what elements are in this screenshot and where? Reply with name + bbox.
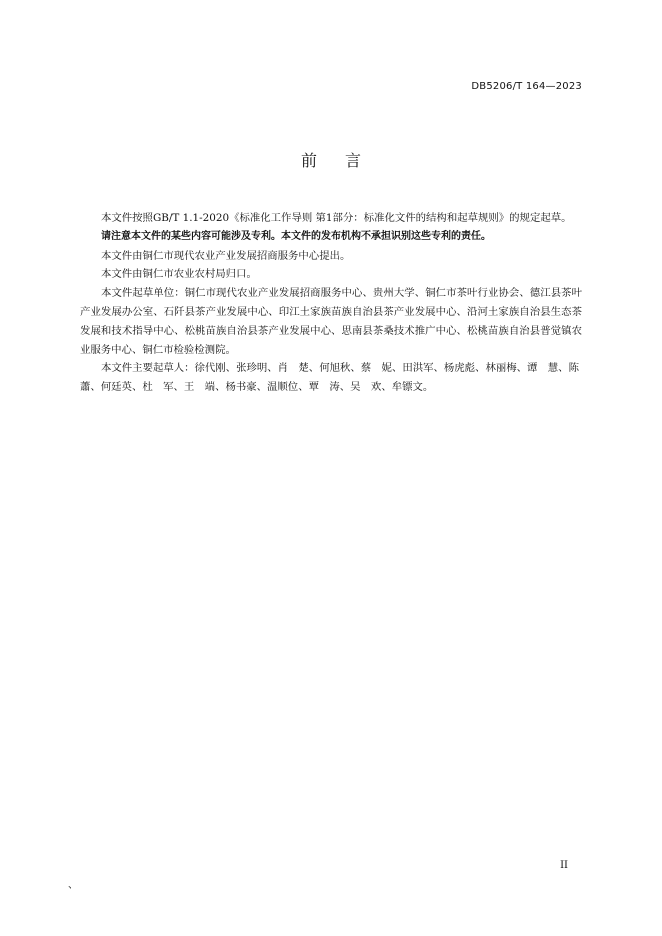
- foreword-body: [80, 209, 590, 397]
- document-code: DB5206/T 164—2023: [471, 81, 582, 92]
- page-title: 前言: [300, 151, 389, 170]
- paragraph-drafting-rules: 本文件按照GB/T 1.1-2020《标准化工作导则 第1部分：标准化文件的结构和起草规则》的规定起草。: [101, 212, 572, 224]
- paragraph-patent-notice: 请注意本文件的某些内容可能涉及专利。本文件的发布机构不承担识别这些专利的责任。: [101, 230, 491, 242]
- paragraph-drafting-units: 本文件起草单位：铜仁市现代农业产业发展招商服务中心、贵州大学、铜仁市茶叶行业协会、德江县茶叶产业发展办公室、石阡县茶产业发展中心、印江土家族苗族自治县茶产业发展中心、沿河土家族自治县生态茶发展和技术指导中心、松桃苗族自治县茶产业发展中心、思南县茶桑技术推广中心、松桃苗族自治县普觉镇农业服务中心、铜仁市检验检测院。: [80, 287, 582, 356]
- page-number: II: [560, 860, 568, 871]
- paragraph-centralized-unit: 本文件由铜仁市农业农村局归口。: [101, 268, 257, 281]
- paragraph-main-drafters: 本文件主要起草人：徐代刚、张珍明、肖 楚、何旭秋、蔡 妮、田洪军、杨虎彪、林丽梅、谭 慧、陈 蕭、何廷英、杜 军、王 端、杨书豪、温顺位、覃 涛、吴 欢、牟镖文。: [80, 362, 590, 394]
- paragraph-proposer: 本文件由铜仁市现代农业产业发展招商服务中心提出。: [101, 249, 351, 262]
- corner-mark: 、: [68, 880, 78, 891]
